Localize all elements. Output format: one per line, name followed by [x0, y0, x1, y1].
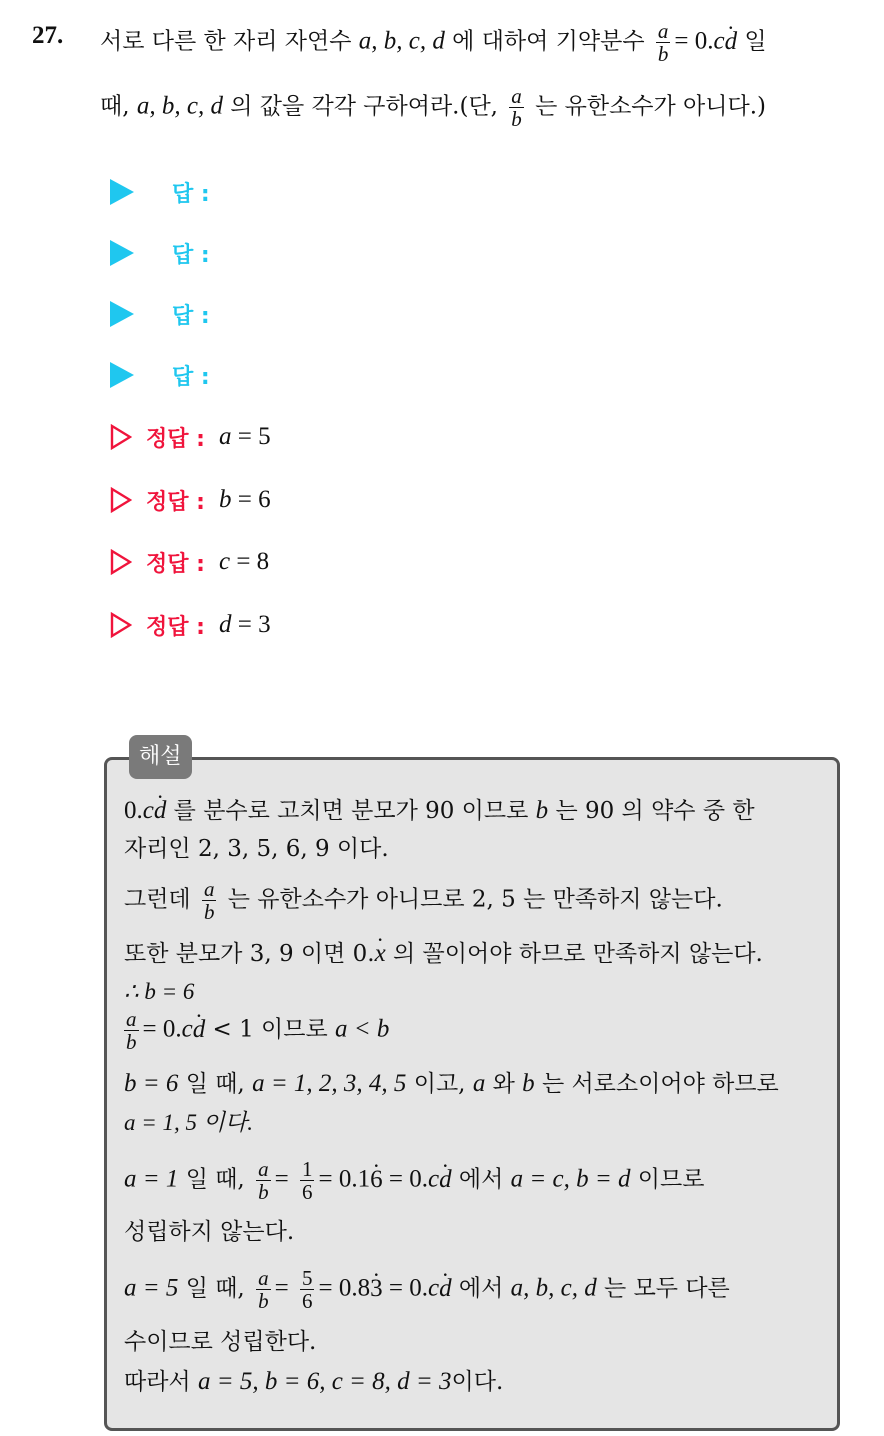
explanation-line: a = 1 일 때, $\frac{a}{b}$ = $\frac{1}{6}$ = 0.1· 6 = 0.c· d 에서 a = c, b = d 이므로	[124, 1158, 704, 1203]
explanation-line: 수이므로 성립한다.	[124, 1329, 317, 1355]
play-arrow-icon	[110, 179, 134, 205]
question-line-2	[100, 85, 766, 130]
explanation-tag: 해설	[129, 735, 192, 779]
question-number: 27.	[32, 22, 64, 49]
explanation-line: a = 5 일 때, $\frac{a}{b}$ = $\frac{5}{6}$ = 0.8· 3 = 0.c· d 에서 a, b, c, d 는 모두 다른	[124, 1267, 730, 1312]
answer-slot[interactable]	[110, 172, 210, 212]
correct-value: d = 3	[218, 611, 271, 638]
answer-label: 답 :	[172, 303, 210, 329]
answer-slot[interactable]	[110, 355, 210, 395]
fraction-a-over-b: $\frac{a}{b}$	[657, 19, 669, 66]
explanation-line: a = 1, 5 이다.	[124, 1110, 253, 1135]
correct-label: 정답 :	[146, 551, 205, 577]
explanation-line: ∴ b = 6	[124, 979, 195, 1004]
correct-value: a = 5	[218, 423, 271, 450]
correct-value: c = 8	[218, 548, 270, 575]
fraction-a-over-b: $\frac{a}{b}$	[511, 84, 522, 131]
explanation-line: 자리인 2, 3, 5, 6, 9 이다.	[124, 836, 389, 862]
answer-label: 답 :	[172, 364, 210, 390]
play-arrow-icon	[110, 362, 134, 388]
play-arrow-icon	[110, 301, 134, 327]
correct-value: b = 6	[218, 486, 271, 513]
question-text: 일	[744, 28, 767, 55]
correct-label: 정답 :	[146, 426, 205, 452]
explanation-line: $\frac{a}{b}$ = 0.c· d < 1 이므로 a < b	[120, 1008, 389, 1053]
question-text: 때,	[100, 93, 130, 120]
question-vars: a, b, c, d	[358, 27, 445, 55]
question-line-1: 서로 다른 한 자리 자연수 a, b, c, d 에 대하여 기약분수 $\frac{a}{b}$ = 0.c· d 일	[100, 20, 767, 65]
correct-answer-row	[110, 480, 271, 520]
outline-arrow-icon	[110, 549, 132, 575]
explanation-line: b = 6 일 때, a = 1, 2, 3, 4, 5 이고, a 와 b 는 서로소이어야 하므로	[124, 1070, 779, 1097]
play-arrow-icon	[110, 240, 134, 266]
correct-answer-row	[110, 542, 269, 582]
explanation-line: 성립하지 않는다.	[124, 1219, 295, 1245]
answer-label: 답 :	[172, 242, 210, 268]
explanation-line: 따라서 a = 5, b = 6, c = 8, d = 3이다.	[124, 1368, 504, 1395]
correct-answer-row	[110, 605, 271, 645]
correct-label: 정답 :	[146, 489, 205, 515]
question-text: 는 유한소수가 아니다.)	[535, 93, 766, 120]
question-text: 서로 다른 한 자리 자연수	[100, 28, 352, 55]
answer-slot[interactable]	[110, 233, 210, 273]
outline-arrow-icon	[110, 612, 132, 638]
question-text: 에 대하여 기약분수	[452, 28, 645, 55]
question-vars: a, b, c, d	[136, 92, 223, 120]
explanation-line: 그런데 $\frac{a}{b}$ 는 유한소수가 아니므로 2, 5 는 만족하지 않는다.	[124, 877, 723, 924]
correct-answer-row	[110, 417, 271, 457]
outline-arrow-icon	[110, 487, 132, 513]
outline-arrow-icon	[110, 424, 132, 450]
repeating-digit: · d	[725, 25, 738, 59]
equals-zero-point: = 0.	[674, 27, 714, 55]
answer-label: 답 :	[172, 181, 210, 207]
question-text: 의 값을 각각 구하여라.(단,	[230, 93, 498, 120]
answer-slot[interactable]	[110, 294, 210, 334]
correct-label: 정답 :	[146, 614, 205, 640]
explanation-line: 0.c· d 를 분수로 고치면 분모가 90 이므로 b 는 90 의 약수 중 한	[124, 794, 755, 828]
explanation-line: 또한 분모가 3, 9 이면 0.· x 의 꼴이어야 하므로 만족하지 않는다.	[124, 937, 763, 971]
